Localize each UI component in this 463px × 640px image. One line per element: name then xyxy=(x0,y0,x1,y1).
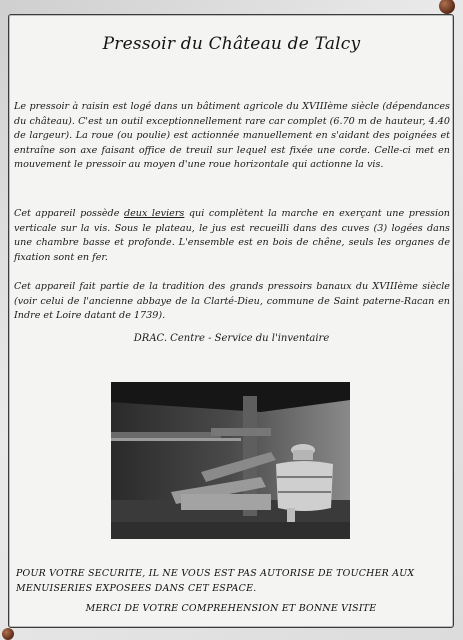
pushpin-icon xyxy=(2,628,14,640)
safety-notice: POUR VOTRE SECURITE, IL NE VOUS EST PAS AUTORISE DE TOUCHER AUX MENUISERIES EXPOSEES DANS CET ESPACE. xyxy=(16,568,415,594)
para2-after: qui complètent la marche en exerçant une pression verticale sur la vis. Sous le plateau, le jus est recueilli dans des cuves (3) logées dans une chambre basse et profonde. L'ensemble est en bois de chêne, seuls les organes de fixation sont en fer. xyxy=(14,208,450,263)
wine-press-illustration xyxy=(111,382,350,539)
para2-highlight: deux leviers xyxy=(123,208,185,219)
wine-press-photo xyxy=(111,382,350,539)
para2-before: Cet appareil possède xyxy=(14,208,124,219)
thanks-notice: MERCI DE VOTRE COMPREHENSION ET BONNE VISITE xyxy=(85,603,377,614)
description-paragraph-2 xyxy=(14,207,450,265)
page-title: Pressoir du Château de Talcy xyxy=(102,34,361,54)
credit-line: DRAC. Centre - Service du l'inventaire xyxy=(133,333,330,344)
description-paragraph-3: Cet appareil fait partie de la tradition des grands pressoirs banaux du XVIIIème siècle (voir celui de l'ancienne abbaye de la Clarté-Dieu, commune de Saint paterne-Racan en Indre et Loire datant de 1739). xyxy=(14,281,450,322)
description-paragraph-1: Le pressoir à raisin est logé dans un bâtiment agricole du XVIIIème siècle (dépendances du château). C'est un outil exceptionnellement rare car complet (6.70 m de hauteur, 4.40 de largeur). La roue (ou poulie) est actionnée manuellement en s'aidant des poignées et entraîne son axe faisant office de treuil sur lequel est fixée une corde. Celle-ci met en mouvement le pressoir au moyen d'une roue horizontale qui actionne la vis. xyxy=(14,101,450,171)
